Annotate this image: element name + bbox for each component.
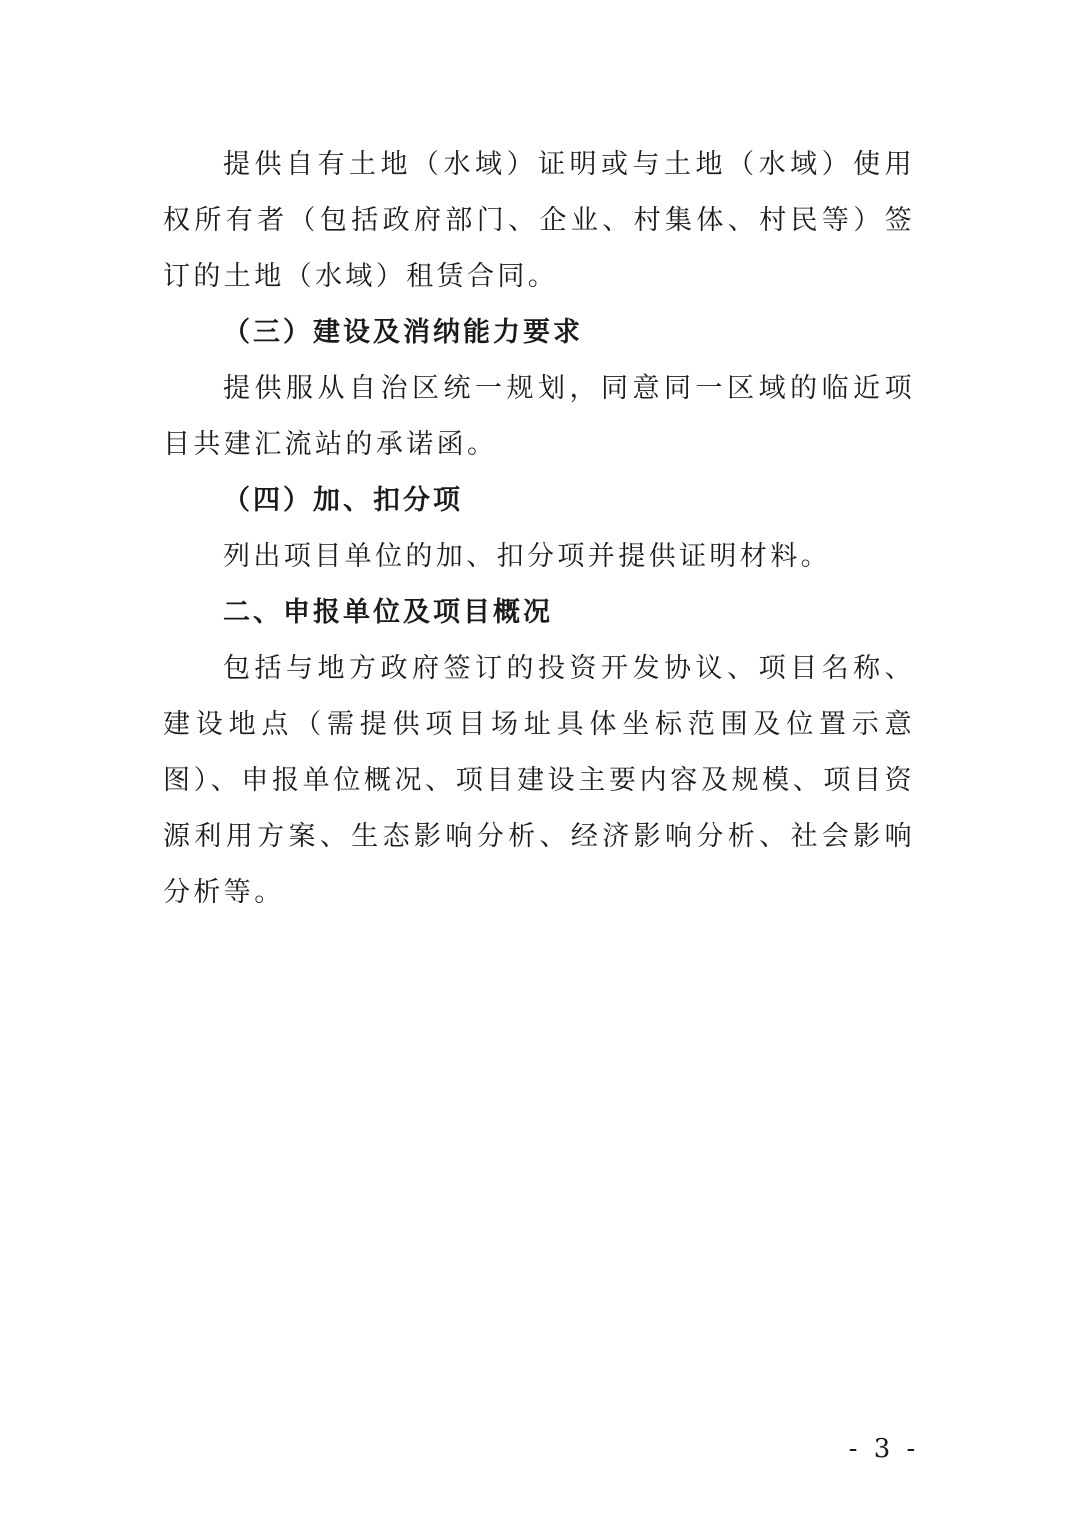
paragraph-construction-commitment: 提供服从自治区统一规划，同意同一区域的临近项目共建汇流站的承诺函。 bbox=[163, 373, 915, 460]
paragraph-score-items: 列出项目单位的加、扣分项并提供证明材料。 bbox=[223, 541, 831, 572]
document-body bbox=[163, 137, 915, 921]
heading-construction-requirements: （三）建设及消纳能力要求 bbox=[223, 317, 583, 348]
section-heading-project-overview: 二、申报单位及项目概况 bbox=[223, 597, 553, 628]
paragraph-project-overview: 包括与地方政府签订的投资开发协议、项目名称、建设地点（需提供项目场址具体坐标范围及位置示意图）、申报单位概况、项目建设主要内容及规模、项目资源利用方案、生态影响分析、经济影响分析、社会影响分析等。 bbox=[163, 653, 915, 908]
paragraph-land-proof: 提供自有土地（水域）证明或与土地（水域）使用权所有者（包括政府部门、企业、村集体、村民等）签订的土地（水域）租赁合同。 bbox=[163, 149, 915, 292]
heading-score-items: （四）加、扣分项 bbox=[223, 485, 463, 516]
page-number: - 3 - bbox=[848, 1434, 920, 1464]
